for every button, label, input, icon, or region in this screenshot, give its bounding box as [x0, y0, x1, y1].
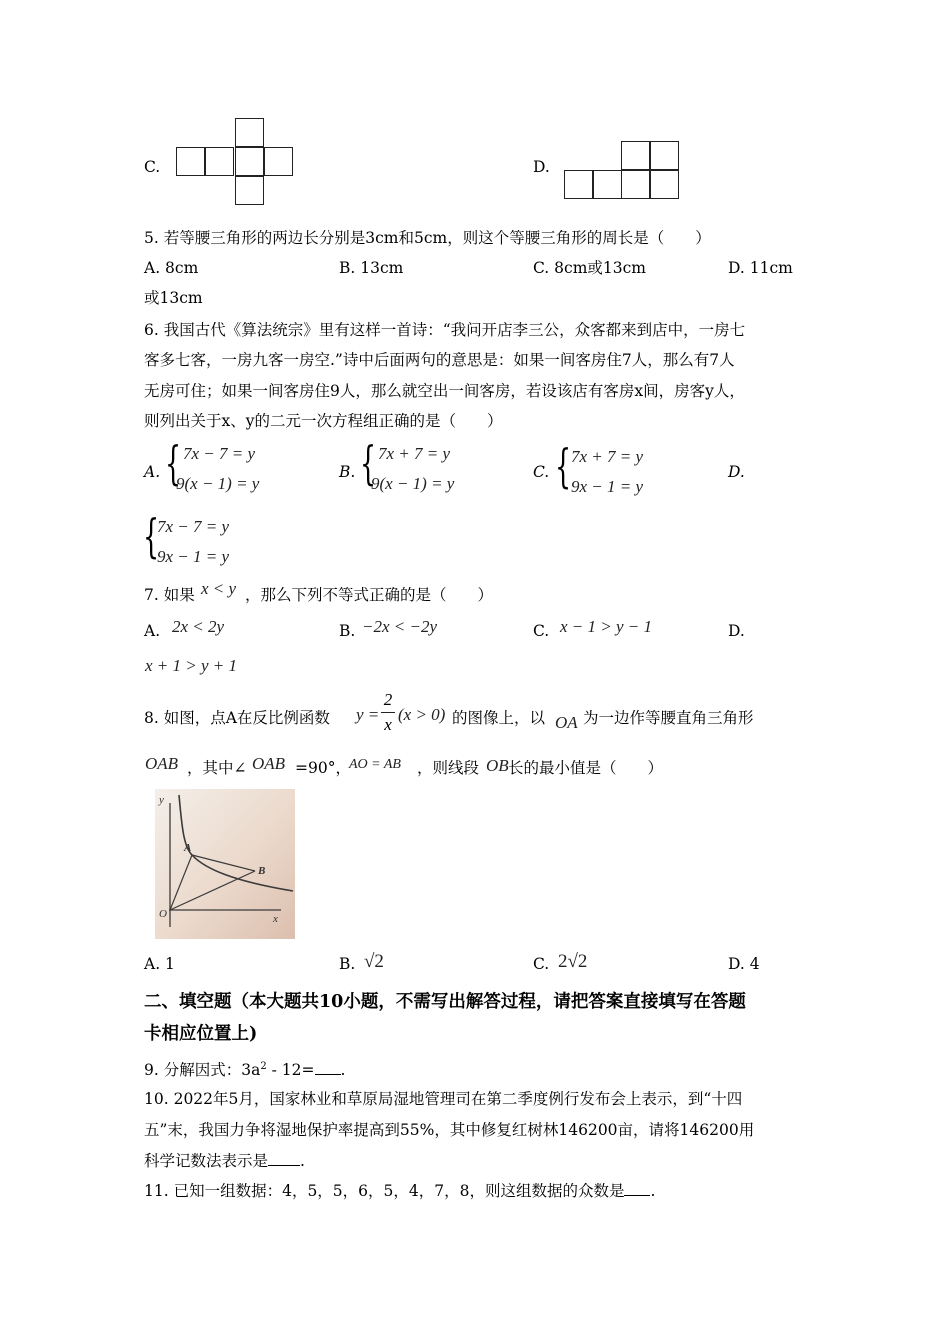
q8-figure-label-o: O	[159, 908, 167, 920]
q6-stem-line-3: 无房可住；如果一间客房住9人，那么就空出一间客房，若设该店有客房x间，房客y人，	[144, 382, 745, 400]
q8-func-y: y =	[356, 705, 380, 724]
q10-line-3-text: 科学记数法表示是	[144, 1152, 269, 1170]
q10-line-2: 五”末，我国力争将湿地保护率提高到55%，其中修复红树林146200亩，请将146200用	[144, 1121, 755, 1139]
q6-option-b-eq2: 9(x − 1) = y	[371, 474, 455, 493]
q4-option-c-label: C.	[144, 158, 161, 176]
q7-option-b-label: B.	[339, 622, 356, 640]
q7-condition: x < y	[201, 579, 237, 598]
q6-option-c-eq2: 9x − 1 = y	[571, 477, 644, 496]
q7-option-a-label: A.	[144, 622, 161, 640]
q8-option-b: √2	[364, 951, 384, 972]
q4-option-d-label: D.	[533, 158, 550, 176]
q6-option-b-eq1: 7x + 7 = y	[378, 444, 451, 463]
q8-option-c-label: C.	[533, 955, 550, 973]
q10-end: .	[300, 1152, 305, 1170]
q8-figure-label-x: x	[273, 913, 278, 925]
q7-stem-prefix: 7. 如果	[144, 586, 195, 604]
q6-option-c-brace: {	[555, 439, 572, 493]
q8-triangle-oab: OAB	[145, 754, 179, 773]
q6-option-d-label: D.	[728, 463, 745, 481]
q8-stem-prefix: 8. 如图，点A在反比例函数	[144, 709, 330, 727]
q9-suffix: - 12=	[266, 1061, 315, 1080]
q7-option-c: x − 1 > y − 1	[560, 617, 653, 636]
q7-option-d: x + 1 > y + 1	[145, 656, 238, 675]
q5-option-d: D. 11cm	[728, 259, 793, 277]
q9-answer-blank[interactable]	[315, 1060, 341, 1075]
q8-line2-c: ，则线段	[417, 759, 480, 777]
q6-option-b-label: B.	[339, 463, 356, 481]
q8-line2-b: =90°，	[295, 759, 351, 777]
q8-figure-label-y: y	[159, 794, 164, 806]
q7-option-c-label: C.	[533, 622, 550, 640]
q6-option-d-eq2: 9x − 1 = y	[157, 547, 230, 566]
q8-line2-a: ，其中∠	[187, 759, 247, 777]
q6-option-a-label: A.	[144, 463, 161, 481]
q8-option-b-label: B.	[339, 955, 356, 973]
q6-option-d-eq1: 7x − 7 = y	[157, 517, 230, 536]
q6-option-c-label: C.	[533, 463, 550, 481]
q8-option-a: A. 1	[144, 955, 175, 973]
q8-option-c: 2√2	[558, 951, 588, 972]
q6-stem-line-2: 客多七客，一房九客一房空.”诗中后面两句的意思是：如果一间客房住7人，那么有7人	[144, 351, 735, 369]
q7-option-b: −2x < −2y	[362, 617, 438, 636]
q10-line-3	[144, 1151, 305, 1171]
q6-stem-line-1: 6. 我国古代《算法统宗》里有这样一首诗：“我问开店李三公，众客都来到店中，一房七	[144, 321, 746, 339]
q11-end: .	[650, 1182, 656, 1200]
q8-fraction-bar	[381, 712, 395, 713]
q6-option-a-eq2: 9(x − 1) = y	[176, 474, 260, 493]
q6-option-c-eq1: 7x + 7 = y	[571, 447, 644, 466]
q6-stem-line-4: 则列出关于x、y的二元一次方程组正确的是（ ）	[144, 412, 503, 430]
q11-text: 11. 已知一组数据：4，5，5，6，5，4，7，8，则这组数据的众数是	[144, 1182, 625, 1200]
section-2-heading-line-1: 二、填空题（本大题共10小题，不需写出解答过程，请把答案直接填写在答题	[144, 992, 746, 1012]
q8-func-numerator: 2	[383, 690, 393, 709]
q8-condition-ao-ab: AO = AB	[349, 757, 401, 772]
q8-func-denominator: x	[384, 715, 392, 734]
q8-stem-suffix: 为一边作等腰直角三角形	[583, 709, 754, 727]
q5-stem: 5. 若等腰三角形的两边长分别是3cm和5cm，则这个等腰三角形的周长是（ ）	[144, 229, 711, 247]
q8-angle-oab: OAB	[252, 754, 286, 773]
q8-option-d: D. 4	[728, 955, 760, 973]
q5-option-c: C. 8cm或13cm	[533, 259, 647, 277]
q9-end: .	[340, 1061, 346, 1080]
q10-line-1: 10. 2022年5月，国家林业和草原局湿地管理司在第二季度例行发布会上表示，到“十四	[144, 1090, 743, 1108]
q7-option-d-label: D.	[728, 622, 745, 640]
q5-option-b: B. 13cm	[339, 259, 404, 277]
q9-prefix: 9. 分解因式：3a	[144, 1061, 261, 1080]
q7-option-a: 2x < 2y	[172, 617, 225, 636]
q8-segment-ob: OB	[486, 756, 509, 775]
q8-func-condition: (x > 0)	[398, 705, 446, 724]
q6-option-d-brace: {	[143, 509, 160, 563]
q8-figure	[155, 789, 295, 939]
q5-option-d-continued: 或13cm	[144, 289, 203, 307]
q8-figure-label-a: A	[184, 842, 192, 854]
q8-stem-mid: 的图像上，以	[452, 709, 546, 727]
q9-question	[144, 1057, 345, 1080]
section-2-heading-line-2: 卡相应位置上)	[144, 1024, 258, 1044]
q9-superscript: 2	[260, 1061, 267, 1072]
q7-stem-suffix: ，那么下列不等式正确的是（ ）	[245, 586, 494, 604]
q10-answer-blank[interactable]	[268, 1151, 300, 1166]
q8-segment-oa: OA	[555, 713, 578, 732]
q11-answer-blank[interactable]	[624, 1181, 650, 1196]
q8-figure-label-b: B	[258, 865, 266, 877]
q5-option-a: A. 8cm	[144, 259, 199, 277]
q6-option-b-brace: {	[360, 436, 377, 490]
q11-question	[144, 1181, 655, 1201]
q6-option-a-brace: {	[165, 436, 182, 490]
q8-line2-d: 长的最小值是（ ）	[508, 759, 664, 777]
q6-option-a-eq1: 7x − 7 = y	[183, 444, 256, 463]
